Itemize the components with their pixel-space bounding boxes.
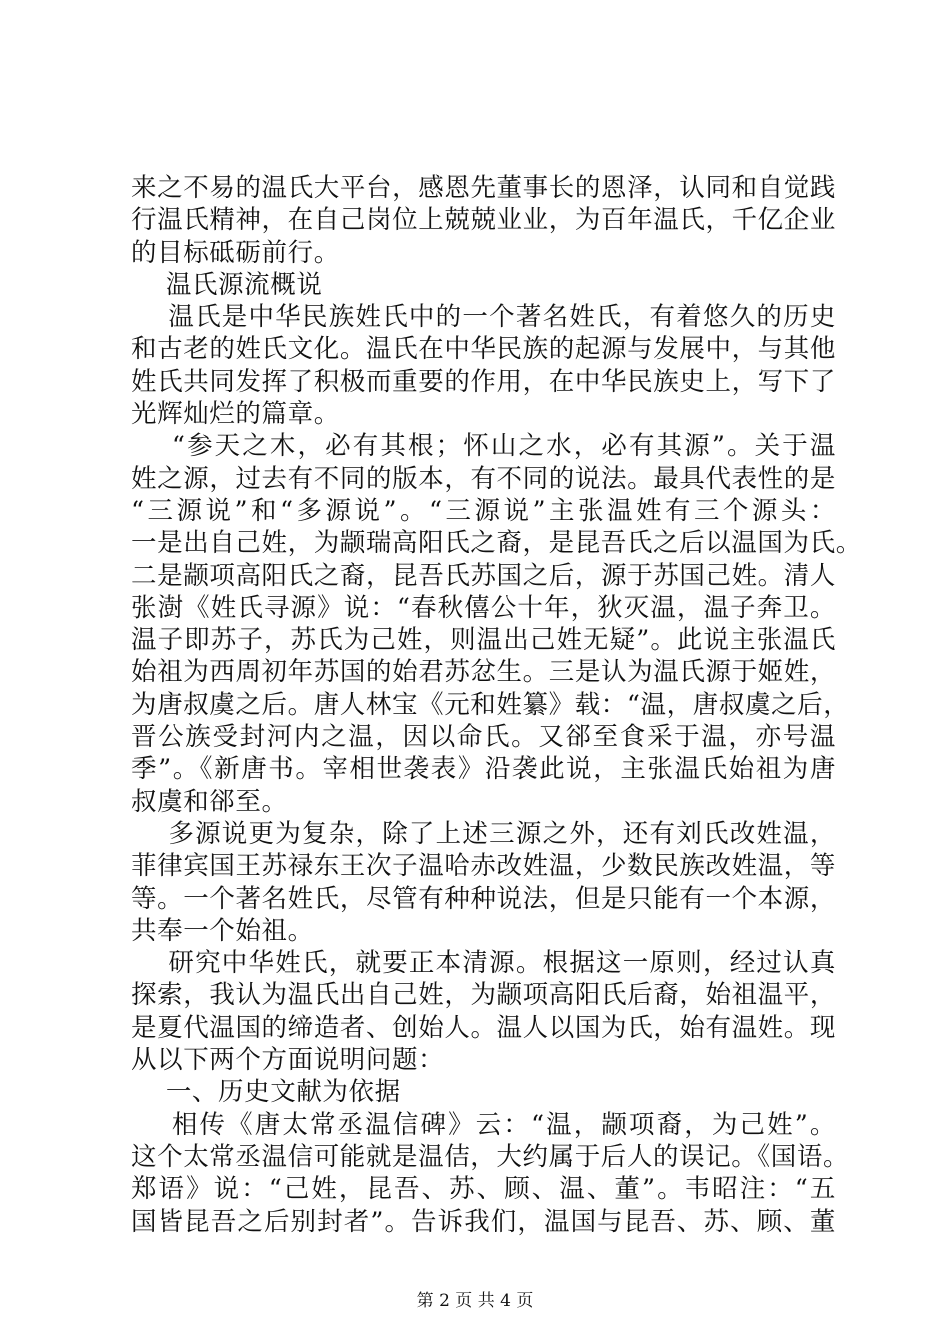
text-line: 研究中华姓氏，就要正本清源。根据这一原则，经过认真 [131,948,836,979]
text-line: 温子即苏子，苏氏为己姓，则温出己姓无疑”。此说主张温氏 [131,625,836,656]
text-line: 季”。《新唐书。宰相世袭表》沿袭此说，主张温氏始祖为唐 [131,754,836,785]
text-line: “参天之木，必有其根；怀山之水，必有其源”。关于温 [131,431,836,462]
text-line: 张澍《姓氏寻源》说：“春秋僖公十年，狄灭温，温子奔卫。 [131,592,836,623]
text-line: 温氏源流概说 [131,269,323,300]
text-line: 行温氏精神，在自己岗位上兢兢业业，为百年温氏，千亿企业 [131,205,836,236]
text-line: 国皆昆吾之后别封者”。告诉我们，温国与昆吾、苏、顾、董 [131,1206,836,1237]
text-line: 光辉灿烂的篇章。 [131,399,340,430]
text-line: 晋公族受封河内之温，因以命氏。又郤至食采于温，亦号温 [131,722,836,753]
document-body [131,172,862,1238]
text-line: 相传《唐太常丞温信碑》云：“温，颛项裔，为己姓”。 [131,1109,836,1140]
text-line: 姓之源，过去有不同的版本，有不同的说法。最具代表性的是 [131,463,836,494]
text-line: 这个太常丞温信可能就是温佶，大约属于后人的误记。《国语。 [131,1141,850,1172]
text-line: 郑语》说：“己姓，昆吾、苏、顾、温、董”。韦昭注：“五 [131,1174,836,1205]
text-line: 一是出自己姓，为颛瑞高阳氏之裔，是昆吾氏之后以温国为氏。 [131,528,862,559]
text-line: “三源说”和“多源说”。“三源说”主张温姓有三个源头： [131,495,836,526]
page-footer: 第 2 页 共 4 页 [416,1291,534,1311]
text-line: 等。一个著名姓氏，尽管有种种说法，但是只能有一个本源， [131,883,836,914]
text-line: 二是颛项高阳氏之裔，昆吾氏苏国之后，源于苏国己姓。清人 [131,560,836,591]
text-line: 和古老的姓氏文化。温氏在中华民族的起源与发展中，与其他 [131,334,836,365]
text-line: 的目标砥砺前行。 [131,237,340,268]
text-line: 探索，我认为温氏出自己姓，为颛项高阳氏后裔，始祖温平， [131,980,836,1011]
text-line: 温氏是中华民族姓氏中的一个著名姓氏，有着悠久的历史 [131,302,836,333]
text-line: 是夏代温国的缔造者、创始人。温人以国为氏，始有温姓。现 [131,1012,836,1043]
text-line: 来之不易的温氏大平台，感恩先董事长的恩泽，认同和自觉践 [131,173,836,203]
text-line: 始祖为西周初年苏国的始君苏忿生。三是认为温氏源于姬姓， [131,657,836,688]
text-line: 从以下两个方面说明问题： [131,1045,445,1076]
text-line: 姓氏共同发挥了积极而重要的作用，在中华民族史上，写下了 [131,366,836,397]
text-line: 共奉一个始祖。 [131,915,314,946]
text-line: 为唐叔虞之后。唐人林宝《元和姓纂》载：“温，唐叔虞之后， [131,689,850,720]
text-line: 菲律宾国王苏禄东王次子温哈赤改姓温，少数民族改姓温，等 [131,851,836,882]
text-line: 多源说更为复杂，除了上述三源之外，还有刘氏改姓温， [131,818,836,849]
text-line: 叔虞和郤至。 [131,786,288,817]
text-line: 一、历史文献为依据 [131,1077,401,1108]
